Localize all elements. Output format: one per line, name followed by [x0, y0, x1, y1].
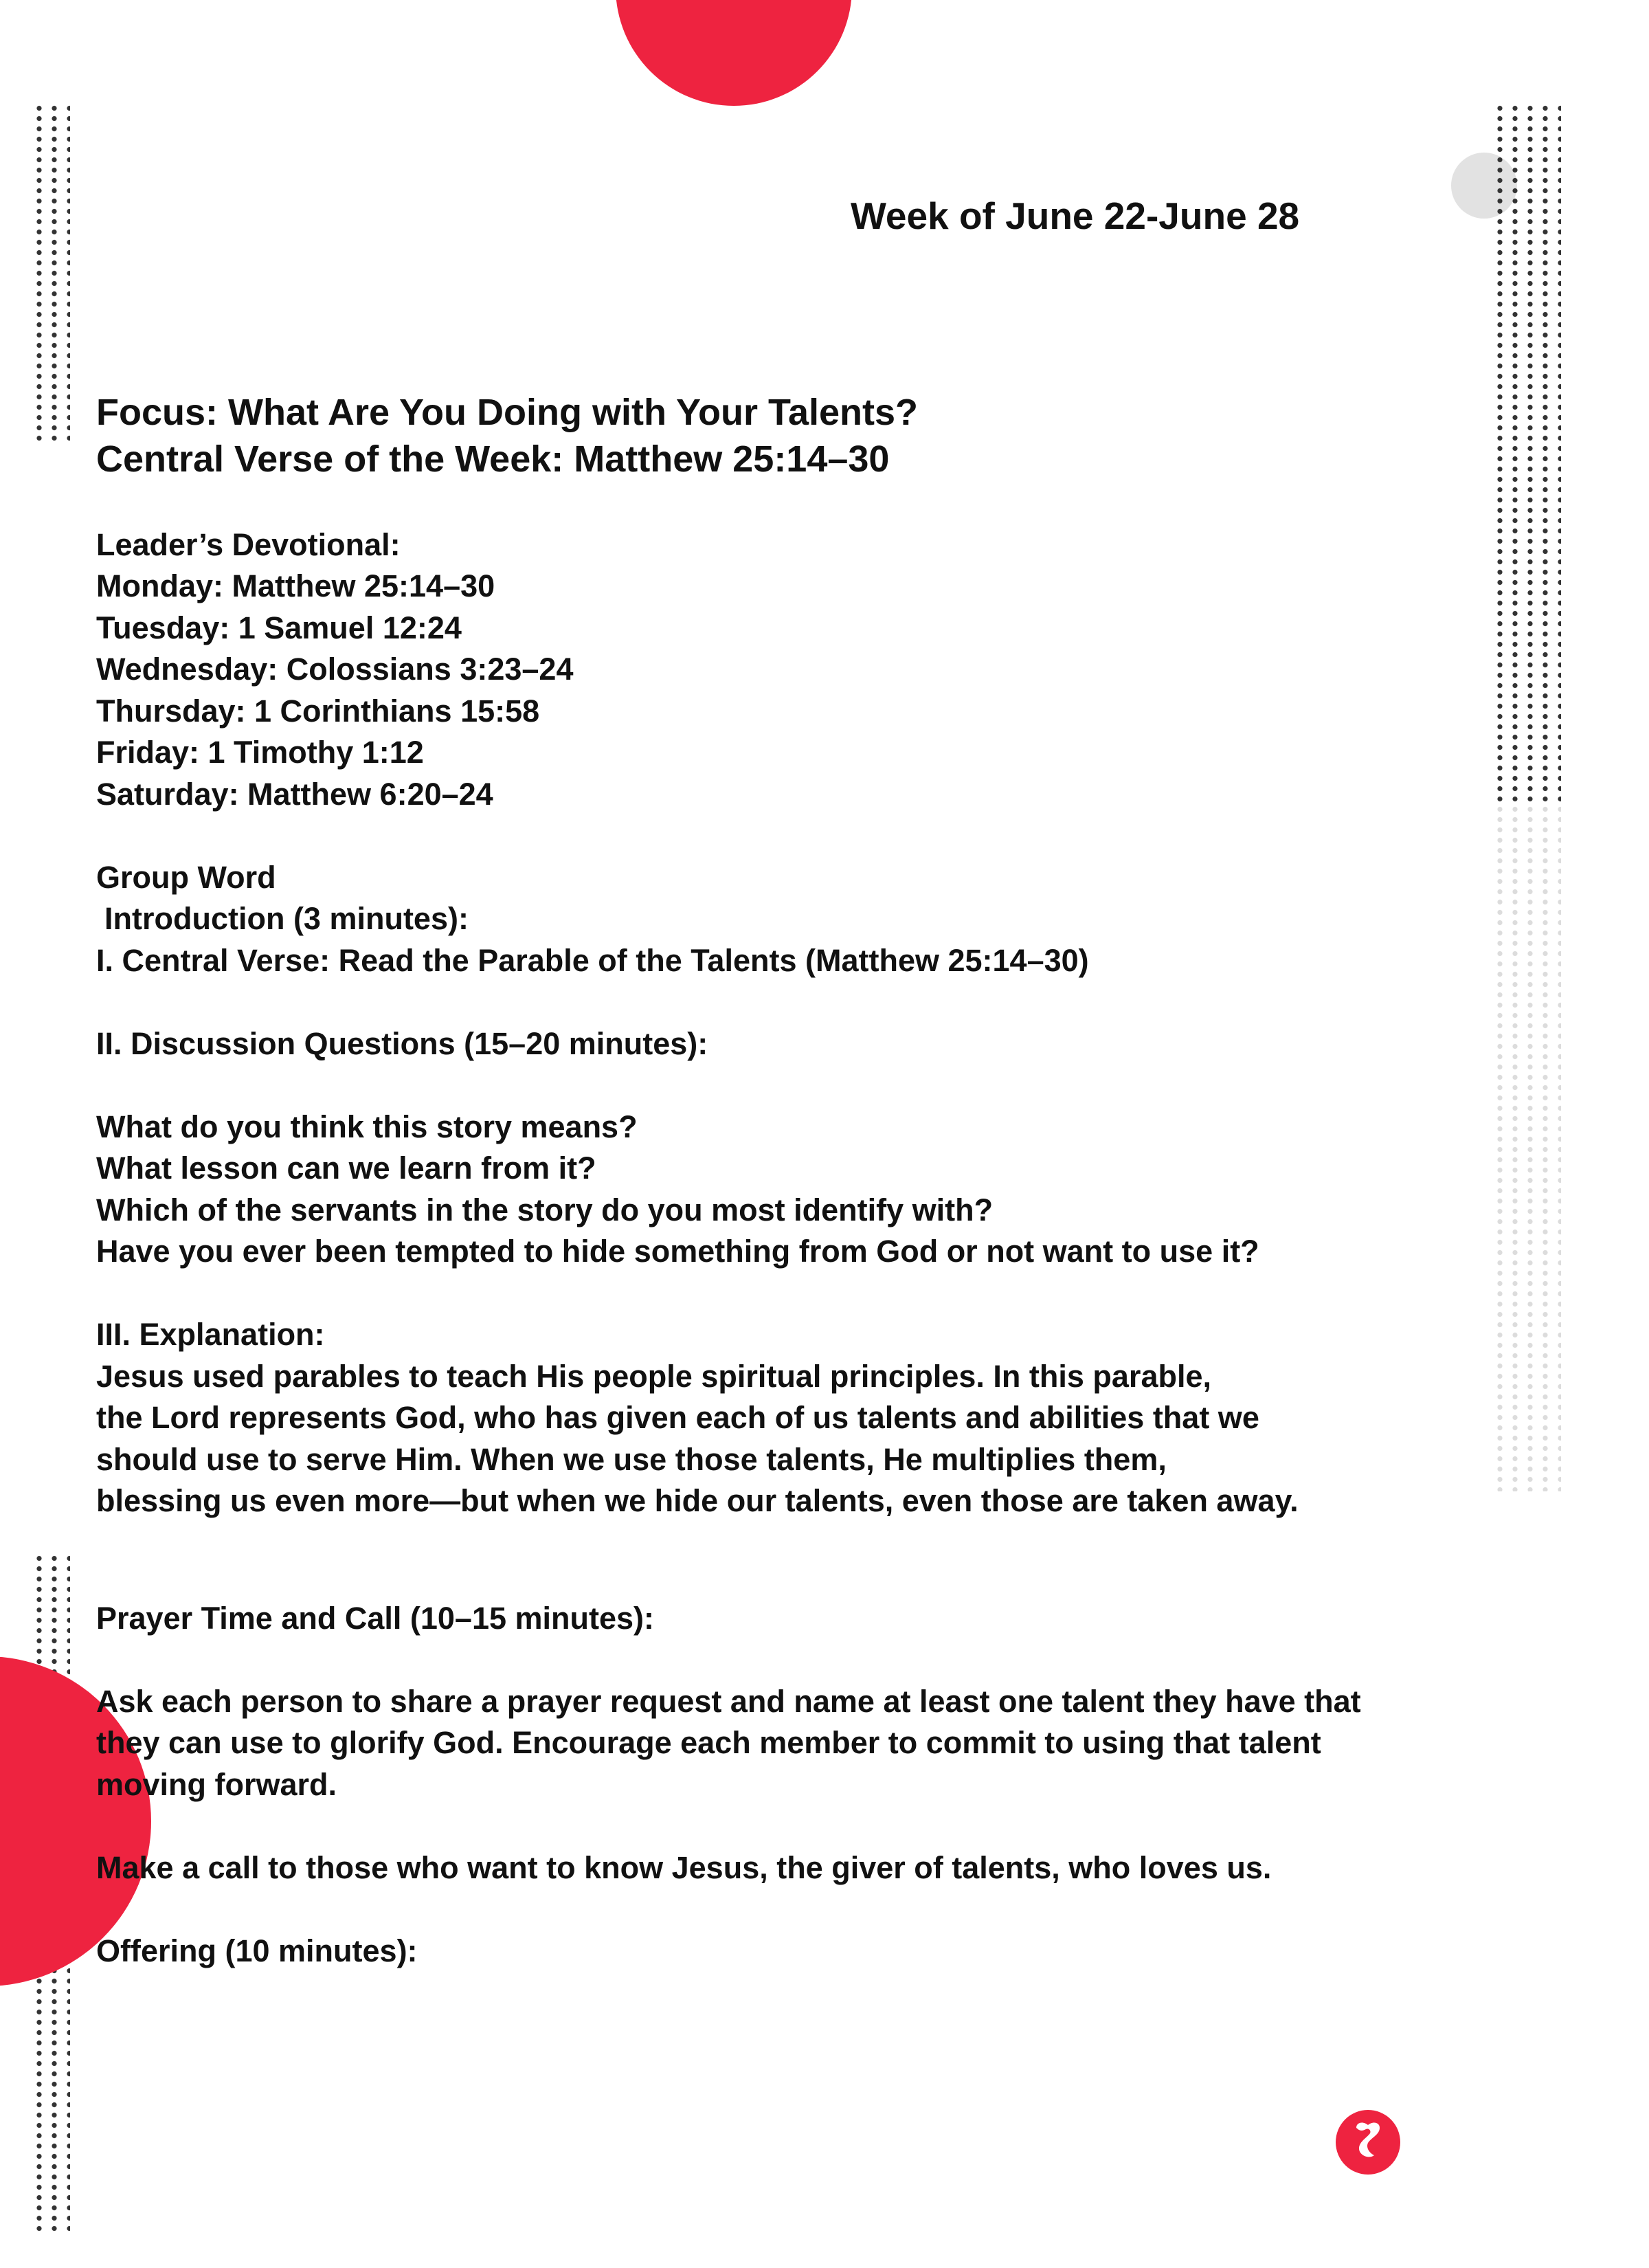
explanation-line: should use to serve Him. When we use those talents, He multiplies them, [96, 1441, 1167, 1477]
central-verse-title: Central Verse of the Week: Matthew 25:14–30 [96, 438, 890, 480]
brand-logo-icon [1336, 2110, 1400, 2175]
prayer-heading: Prayer Time and Call (10–15 minutes): [96, 1600, 654, 1636]
focus-title: Focus: What Are You Doing with Your Talents? [96, 392, 919, 433]
week-label: Week of June 22-June 28 [851, 194, 1300, 237]
prayer-line: they can use to glorify God. Encourage each member to commit to using that talent [96, 1725, 1321, 1760]
devotional-heading: Leader’s Devotional: [96, 526, 401, 562]
devotional-day: Saturday: Matthew 6:20–24 [96, 776, 493, 812]
devotional-day: Wednesday: Colossians 3:23–24 [96, 652, 574, 687]
discussion-question: Have you ever been tempted to hide something from God or not want to use it? [96, 1234, 1259, 1269]
explanation-line: Jesus used parables to teach His people spiritual principles. In this parable, [96, 1358, 1211, 1394]
document-body [96, 389, 1573, 1972]
explanation-heading: III. Explanation: [96, 1317, 325, 1352]
discussion-question: What lesson can we learn from it? [96, 1150, 596, 1186]
discussion-question: What do you think this story means? [96, 1109, 638, 1144]
prayer-line: Ask each person to share a prayer request and name at least one talent they have that [96, 1683, 1361, 1719]
introduction-label: Introduction (3 minutes): [104, 901, 469, 936]
explanation-line: the Lord represents God, who has given each of us talents and abilities that we [96, 1400, 1259, 1435]
devotional-day: Tuesday: 1 Samuel 12:24 [96, 610, 462, 645]
discussion-question: Which of the servants in the story do you most identify with? [96, 1192, 994, 1227]
offering-heading: Offering (10 minutes): [96, 1933, 418, 1968]
devotional-day: Friday: 1 Timothy 1:12 [96, 735, 424, 770]
decorative-circle-top [616, 0, 852, 106]
group-word-heading: Group Word [96, 859, 276, 895]
devotional-day: Thursday: 1 Corinthians 15:58 [96, 693, 540, 729]
prayer-line: moving forward. [96, 1766, 337, 1802]
explanation-line: blessing us even more—but when we hide our talents, even those are taken away. [96, 1483, 1299, 1518]
devotional-day: Monday: Matthew 25:14–30 [96, 568, 495, 603]
discussion-heading: II. Discussion Questions (15–20 minutes): [96, 1025, 708, 1061]
prayer-call: Make a call to those who want to know Jesus, the giver of talents, who loves us. [96, 1849, 1272, 1885]
central-verse-reading: I. Central Verse: Read the Parable of the Talents (Matthew 25:14–30) [96, 942, 1089, 978]
dot-pattern-top-left [32, 103, 70, 441]
